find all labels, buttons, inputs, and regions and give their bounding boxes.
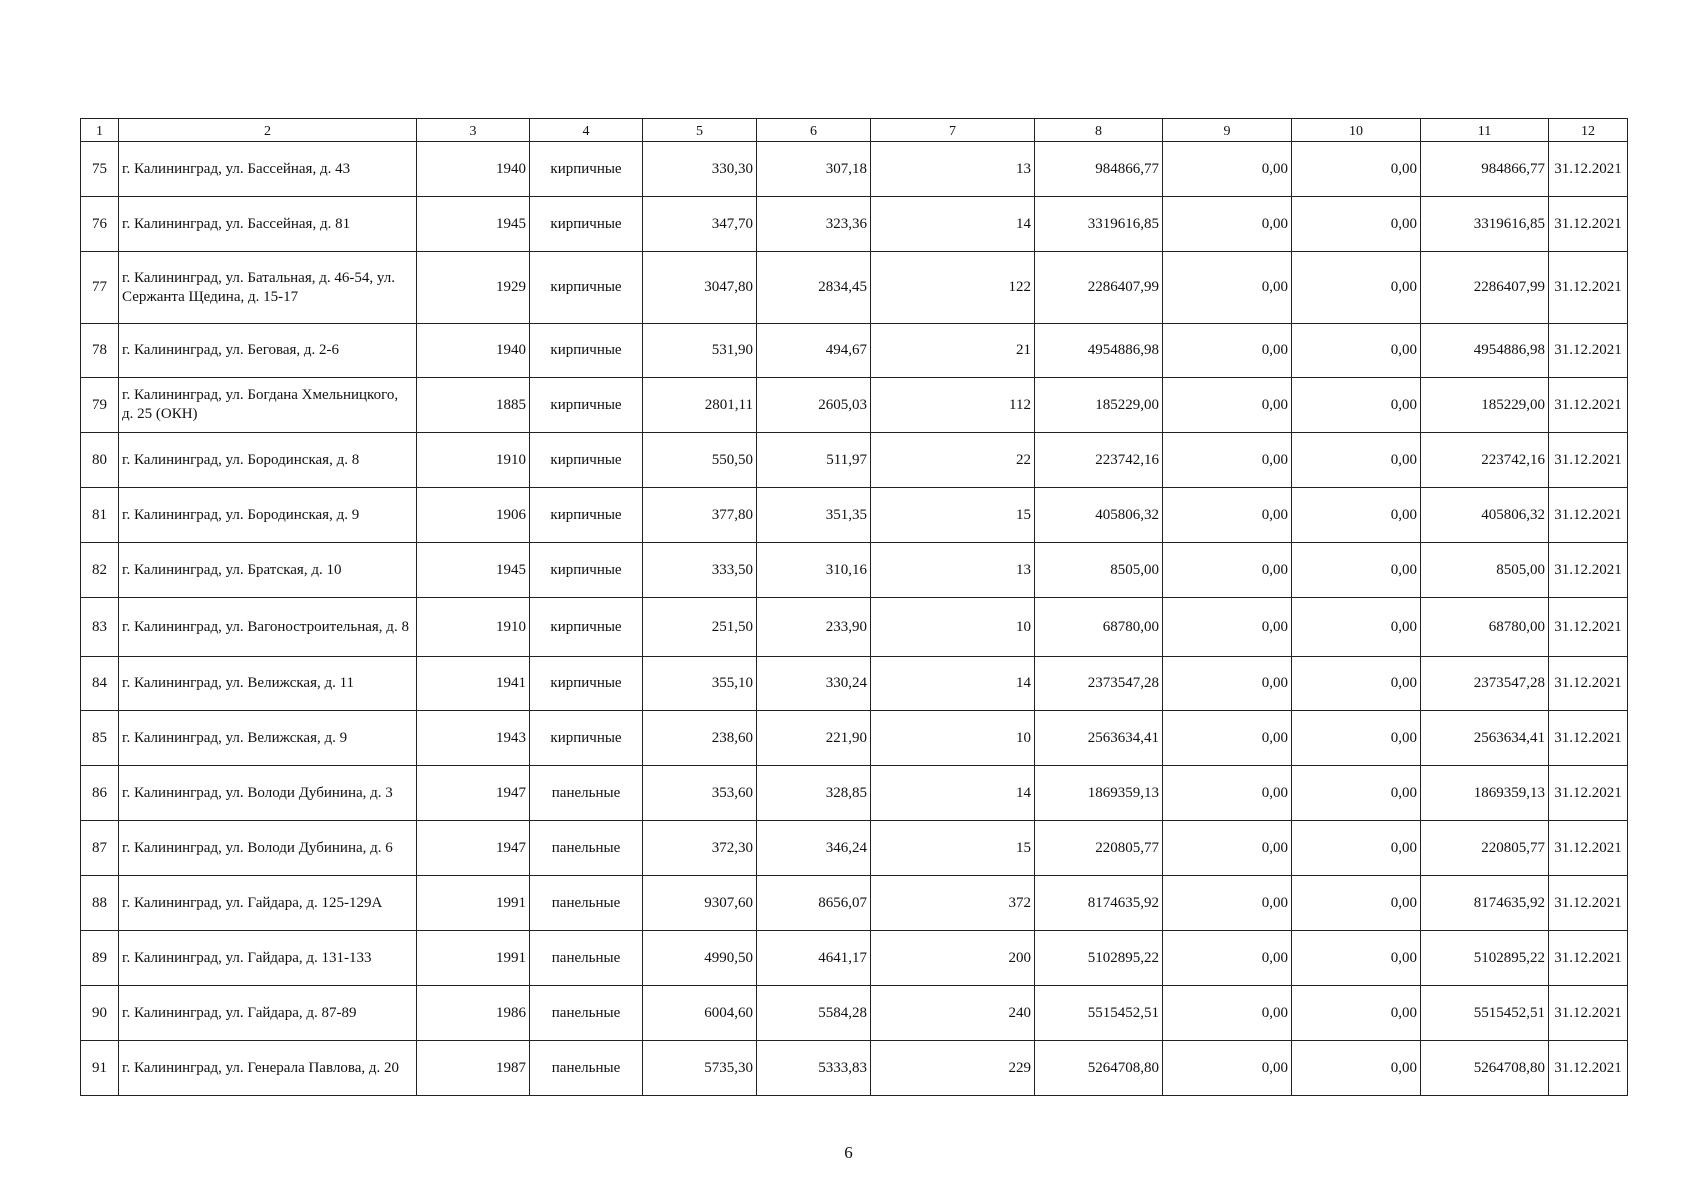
cost-owners-cell: 8174635,92 bbox=[1421, 876, 1549, 931]
year-built-cell: 1945 bbox=[417, 197, 530, 252]
row-number-cell: 79 bbox=[81, 378, 119, 433]
cost-local-cell: 0,00 bbox=[1292, 931, 1421, 986]
total-area-cell: 3047,80 bbox=[643, 252, 757, 324]
cost-regional-cell: 0,00 bbox=[1163, 197, 1292, 252]
table-row bbox=[81, 1041, 1628, 1096]
completion-date-cell: 31.12.2021 bbox=[1549, 657, 1628, 711]
cost-regional-cell: 0,00 bbox=[1163, 324, 1292, 378]
cost-owners-cell: 3319616,85 bbox=[1421, 197, 1549, 252]
wall-material-cell: панельные bbox=[530, 821, 643, 876]
cost-total-cell: 68780,00 bbox=[1035, 598, 1163, 657]
address-cell: г. Калининград, ул. Братская, д. 10 bbox=[119, 543, 417, 598]
year-built-cell: 1940 bbox=[417, 324, 530, 378]
total-area-cell: 333,50 bbox=[643, 543, 757, 598]
table-row bbox=[81, 986, 1628, 1041]
cost-regional-cell: 0,00 bbox=[1163, 488, 1292, 543]
residents-cell: 10 bbox=[871, 711, 1035, 766]
wall-material-cell: кирпичные bbox=[530, 543, 643, 598]
completion-date-cell: 31.12.2021 bbox=[1549, 711, 1628, 766]
cost-total-cell: 185229,00 bbox=[1035, 378, 1163, 433]
year-built-cell: 1991 bbox=[417, 931, 530, 986]
address-cell: г. Калининград, ул. Богдана Хмельницкого, д. 25 (ОКН) bbox=[119, 378, 417, 433]
cost-local-cell: 0,00 bbox=[1292, 986, 1421, 1041]
year-built-cell: 1991 bbox=[417, 876, 530, 931]
completion-date-cell: 31.12.2021 bbox=[1549, 986, 1628, 1041]
address-cell: г. Калининград, ул. Вагоностроительная, д. 8 bbox=[119, 598, 417, 657]
living-area-cell: 5584,28 bbox=[757, 986, 871, 1041]
wall-material-cell: панельные bbox=[530, 876, 643, 931]
row-number-cell: 84 bbox=[81, 657, 119, 711]
cost-local-cell: 0,00 bbox=[1292, 657, 1421, 711]
completion-date-cell: 31.12.2021 bbox=[1549, 766, 1628, 821]
address-cell: г. Калининград, ул. Гайдара, д. 87-89 bbox=[119, 986, 417, 1041]
residents-cell: 22 bbox=[871, 433, 1035, 488]
total-area-cell: 377,80 bbox=[643, 488, 757, 543]
year-built-cell: 1885 bbox=[417, 378, 530, 433]
residents-cell: 240 bbox=[871, 986, 1035, 1041]
cost-owners-cell: 984866,77 bbox=[1421, 142, 1549, 197]
cost-total-cell: 220805,77 bbox=[1035, 821, 1163, 876]
row-number-cell: 85 bbox=[81, 711, 119, 766]
cost-total-cell: 5515452,51 bbox=[1035, 986, 1163, 1041]
residents-cell: 112 bbox=[871, 378, 1035, 433]
completion-date-cell: 31.12.2021 bbox=[1549, 821, 1628, 876]
column-header: 10 bbox=[1292, 119, 1421, 142]
cost-total-cell: 8505,00 bbox=[1035, 543, 1163, 598]
residents-cell: 15 bbox=[871, 821, 1035, 876]
row-number-cell: 75 bbox=[81, 142, 119, 197]
row-number-cell: 90 bbox=[81, 986, 119, 1041]
wall-material-cell: кирпичные bbox=[530, 324, 643, 378]
row-number-cell: 89 bbox=[81, 931, 119, 986]
column-header: 1 bbox=[81, 119, 119, 142]
row-number-cell: 81 bbox=[81, 488, 119, 543]
residents-cell: 15 bbox=[871, 488, 1035, 543]
residents-cell: 14 bbox=[871, 657, 1035, 711]
row-number-cell: 77 bbox=[81, 252, 119, 324]
cost-local-cell: 0,00 bbox=[1292, 378, 1421, 433]
table-row bbox=[81, 543, 1628, 598]
cost-total-cell: 1869359,13 bbox=[1035, 766, 1163, 821]
cost-owners-cell: 5102895,22 bbox=[1421, 931, 1549, 986]
table-row bbox=[81, 488, 1628, 543]
row-number-cell: 82 bbox=[81, 543, 119, 598]
residents-cell: 21 bbox=[871, 324, 1035, 378]
cost-regional-cell: 0,00 bbox=[1163, 657, 1292, 711]
completion-date-cell: 31.12.2021 bbox=[1549, 931, 1628, 986]
completion-date-cell: 31.12.2021 bbox=[1549, 142, 1628, 197]
cost-regional-cell: 0,00 bbox=[1163, 543, 1292, 598]
living-area-cell: 310,16 bbox=[757, 543, 871, 598]
cost-local-cell: 0,00 bbox=[1292, 324, 1421, 378]
cost-regional-cell: 0,00 bbox=[1163, 931, 1292, 986]
cost-regional-cell: 0,00 bbox=[1163, 433, 1292, 488]
residents-cell: 372 bbox=[871, 876, 1035, 931]
address-cell: г. Калининград, ул. Володи Дубинина, д. 6 bbox=[119, 821, 417, 876]
living-area-cell: 307,18 bbox=[757, 142, 871, 197]
row-number-cell: 80 bbox=[81, 433, 119, 488]
table-row bbox=[81, 197, 1628, 252]
completion-date-cell: 31.12.2021 bbox=[1549, 197, 1628, 252]
completion-date-cell: 31.12.2021 bbox=[1549, 488, 1628, 543]
completion-date-cell: 31.12.2021 bbox=[1549, 876, 1628, 931]
address-cell: г. Калининград, ул. Беговая, д. 2-6 bbox=[119, 324, 417, 378]
table-row bbox=[81, 142, 1628, 197]
year-built-cell: 1943 bbox=[417, 711, 530, 766]
total-area-cell: 347,70 bbox=[643, 197, 757, 252]
residents-cell: 10 bbox=[871, 598, 1035, 657]
cost-regional-cell: 0,00 bbox=[1163, 598, 1292, 657]
column-header: 3 bbox=[417, 119, 530, 142]
cost-local-cell: 0,00 bbox=[1292, 197, 1421, 252]
cost-total-cell: 8174635,92 bbox=[1035, 876, 1163, 931]
address-cell: г. Калининград, ул. Батальная, д. 46-54, ул. Сержанта Щедина, д. 15-17 bbox=[119, 252, 417, 324]
year-built-cell: 1947 bbox=[417, 766, 530, 821]
cost-owners-cell: 68780,00 bbox=[1421, 598, 1549, 657]
living-area-cell: 8656,07 bbox=[757, 876, 871, 931]
year-built-cell: 1947 bbox=[417, 821, 530, 876]
wall-material-cell: кирпичные bbox=[530, 378, 643, 433]
cost-total-cell: 4954886,98 bbox=[1035, 324, 1163, 378]
cost-local-cell: 0,00 bbox=[1292, 598, 1421, 657]
completion-date-cell: 31.12.2021 bbox=[1549, 1041, 1628, 1096]
cost-owners-cell: 220805,77 bbox=[1421, 821, 1549, 876]
cost-regional-cell: 0,00 bbox=[1163, 1041, 1292, 1096]
wall-material-cell: кирпичные bbox=[530, 488, 643, 543]
residents-cell: 122 bbox=[871, 252, 1035, 324]
living-area-cell: 2834,45 bbox=[757, 252, 871, 324]
column-header: 9 bbox=[1163, 119, 1292, 142]
row-number-cell: 76 bbox=[81, 197, 119, 252]
table-row bbox=[81, 876, 1628, 931]
total-area-cell: 353,60 bbox=[643, 766, 757, 821]
living-area-cell: 221,90 bbox=[757, 711, 871, 766]
completion-date-cell: 31.12.2021 bbox=[1549, 433, 1628, 488]
cost-owners-cell: 185229,00 bbox=[1421, 378, 1549, 433]
cost-local-cell: 0,00 bbox=[1292, 766, 1421, 821]
address-cell: г. Калининград, ул. Володи Дубинина, д. 3 bbox=[119, 766, 417, 821]
column-header: 11 bbox=[1421, 119, 1549, 142]
wall-material-cell: кирпичные bbox=[530, 433, 643, 488]
cost-regional-cell: 0,00 bbox=[1163, 711, 1292, 766]
cost-local-cell: 0,00 bbox=[1292, 488, 1421, 543]
completion-date-cell: 31.12.2021 bbox=[1549, 543, 1628, 598]
year-built-cell: 1910 bbox=[417, 433, 530, 488]
cost-total-cell: 3319616,85 bbox=[1035, 197, 1163, 252]
cost-regional-cell: 0,00 bbox=[1163, 986, 1292, 1041]
completion-date-cell: 31.12.2021 bbox=[1549, 324, 1628, 378]
residents-cell: 229 bbox=[871, 1041, 1035, 1096]
total-area-cell: 550,50 bbox=[643, 433, 757, 488]
residents-cell: 13 bbox=[871, 142, 1035, 197]
cost-total-cell: 405806,32 bbox=[1035, 488, 1163, 543]
row-number-cell: 86 bbox=[81, 766, 119, 821]
total-area-cell: 330,30 bbox=[643, 142, 757, 197]
table-body bbox=[81, 142, 1628, 1096]
column-header: 12 bbox=[1549, 119, 1628, 142]
year-built-cell: 1945 bbox=[417, 543, 530, 598]
completion-date-cell: 31.12.2021 bbox=[1549, 252, 1628, 324]
cost-owners-cell: 1869359,13 bbox=[1421, 766, 1549, 821]
cost-local-cell: 0,00 bbox=[1292, 711, 1421, 766]
table-row bbox=[81, 378, 1628, 433]
residents-cell: 13 bbox=[871, 543, 1035, 598]
cost-total-cell: 5264708,80 bbox=[1035, 1041, 1163, 1096]
living-area-cell: 494,67 bbox=[757, 324, 871, 378]
address-cell: г. Калининград, ул. Велижская, д. 11 bbox=[119, 657, 417, 711]
page-number: 6 bbox=[844, 1143, 853, 1162]
year-built-cell: 1906 bbox=[417, 488, 530, 543]
living-area-cell: 5333,83 bbox=[757, 1041, 871, 1096]
total-area-cell: 4990,50 bbox=[643, 931, 757, 986]
cost-owners-cell: 223742,16 bbox=[1421, 433, 1549, 488]
living-area-cell: 346,24 bbox=[757, 821, 871, 876]
data-table bbox=[80, 118, 1628, 1096]
year-built-cell: 1910 bbox=[417, 598, 530, 657]
cost-regional-cell: 0,00 bbox=[1163, 252, 1292, 324]
column-header: 5 bbox=[643, 119, 757, 142]
cost-local-cell: 0,00 bbox=[1292, 252, 1421, 324]
cost-owners-cell: 2563634,41 bbox=[1421, 711, 1549, 766]
residents-cell: 200 bbox=[871, 931, 1035, 986]
column-header: 6 bbox=[757, 119, 871, 142]
wall-material-cell: панельные bbox=[530, 766, 643, 821]
cost-owners-cell: 8505,00 bbox=[1421, 543, 1549, 598]
cost-regional-cell: 0,00 bbox=[1163, 766, 1292, 821]
residents-cell: 14 bbox=[871, 766, 1035, 821]
total-area-cell: 5735,30 bbox=[643, 1041, 757, 1096]
address-cell: г. Калининград, ул. Генерала Павлова, д. 20 bbox=[119, 1041, 417, 1096]
total-area-cell: 355,10 bbox=[643, 657, 757, 711]
table-row bbox=[81, 931, 1628, 986]
living-area-cell: 330,24 bbox=[757, 657, 871, 711]
table-row bbox=[81, 821, 1628, 876]
living-area-cell: 233,90 bbox=[757, 598, 871, 657]
cost-owners-cell: 2373547,28 bbox=[1421, 657, 1549, 711]
cost-owners-cell: 5515452,51 bbox=[1421, 986, 1549, 1041]
column-header: 7 bbox=[871, 119, 1035, 142]
living-area-cell: 511,97 bbox=[757, 433, 871, 488]
living-area-cell: 323,36 bbox=[757, 197, 871, 252]
year-built-cell: 1986 bbox=[417, 986, 530, 1041]
row-number-cell: 87 bbox=[81, 821, 119, 876]
cost-regional-cell: 0,00 bbox=[1163, 142, 1292, 197]
wall-material-cell: панельные bbox=[530, 1041, 643, 1096]
column-header: 2 bbox=[119, 119, 417, 142]
cost-owners-cell: 5264708,80 bbox=[1421, 1041, 1549, 1096]
address-cell: г. Калининград, ул. Гайдара, д. 125-129А bbox=[119, 876, 417, 931]
table-row bbox=[81, 598, 1628, 657]
wall-material-cell: кирпичные bbox=[530, 197, 643, 252]
wall-material-cell: кирпичные bbox=[530, 252, 643, 324]
wall-material-cell: кирпичные bbox=[530, 598, 643, 657]
living-area-cell: 328,85 bbox=[757, 766, 871, 821]
cost-local-cell: 0,00 bbox=[1292, 1041, 1421, 1096]
header-row bbox=[81, 119, 1628, 142]
row-number-cell: 83 bbox=[81, 598, 119, 657]
table-row bbox=[81, 252, 1628, 324]
address-cell: г. Калининград, ул. Гайдара, д. 131-133 bbox=[119, 931, 417, 986]
cost-local-cell: 0,00 bbox=[1292, 433, 1421, 488]
column-header: 8 bbox=[1035, 119, 1163, 142]
wall-material-cell: кирпичные bbox=[530, 711, 643, 766]
total-area-cell: 531,90 bbox=[643, 324, 757, 378]
cost-regional-cell: 0,00 bbox=[1163, 876, 1292, 931]
year-built-cell: 1929 bbox=[417, 252, 530, 324]
total-area-cell: 372,30 bbox=[643, 821, 757, 876]
table-row bbox=[81, 766, 1628, 821]
cost-total-cell: 984866,77 bbox=[1035, 142, 1163, 197]
year-built-cell: 1940 bbox=[417, 142, 530, 197]
address-cell: г. Калининград, ул. Бородинская, д. 8 bbox=[119, 433, 417, 488]
table-row bbox=[81, 433, 1628, 488]
row-number-cell: 91 bbox=[81, 1041, 119, 1096]
cost-total-cell: 223742,16 bbox=[1035, 433, 1163, 488]
address-cell: г. Калининград, ул. Бородинская, д. 9 bbox=[119, 488, 417, 543]
year-built-cell: 1987 bbox=[417, 1041, 530, 1096]
total-area-cell: 2801,11 bbox=[643, 378, 757, 433]
column-header: 4 bbox=[530, 119, 643, 142]
wall-material-cell: кирпичные bbox=[530, 657, 643, 711]
completion-date-cell: 31.12.2021 bbox=[1549, 598, 1628, 657]
wall-material-cell: кирпичные bbox=[530, 142, 643, 197]
residents-cell: 14 bbox=[871, 197, 1035, 252]
address-cell: г. Калининград, ул. Велижская, д. 9 bbox=[119, 711, 417, 766]
cost-total-cell: 2563634,41 bbox=[1035, 711, 1163, 766]
cost-owners-cell: 2286407,99 bbox=[1421, 252, 1549, 324]
cost-local-cell: 0,00 bbox=[1292, 821, 1421, 876]
wall-material-cell: панельные bbox=[530, 986, 643, 1041]
total-area-cell: 9307,60 bbox=[643, 876, 757, 931]
cost-owners-cell: 405806,32 bbox=[1421, 488, 1549, 543]
address-cell: г. Калининград, ул. Бассейная, д. 43 bbox=[119, 142, 417, 197]
cost-local-cell: 0,00 bbox=[1292, 876, 1421, 931]
cost-total-cell: 2286407,99 bbox=[1035, 252, 1163, 324]
total-area-cell: 251,50 bbox=[643, 598, 757, 657]
cost-total-cell: 2373547,28 bbox=[1035, 657, 1163, 711]
table-row bbox=[81, 324, 1628, 378]
cost-total-cell: 5102895,22 bbox=[1035, 931, 1163, 986]
total-area-cell: 238,60 bbox=[643, 711, 757, 766]
table-row bbox=[81, 711, 1628, 766]
address-cell: г. Калининград, ул. Бассейная, д. 81 bbox=[119, 197, 417, 252]
cost-owners-cell: 4954886,98 bbox=[1421, 324, 1549, 378]
completion-date-cell: 31.12.2021 bbox=[1549, 378, 1628, 433]
living-area-cell: 2605,03 bbox=[757, 378, 871, 433]
wall-material-cell: панельные bbox=[530, 931, 643, 986]
cost-regional-cell: 0,00 bbox=[1163, 821, 1292, 876]
year-built-cell: 1941 bbox=[417, 657, 530, 711]
living-area-cell: 351,35 bbox=[757, 488, 871, 543]
row-number-cell: 88 bbox=[81, 876, 119, 931]
total-area-cell: 6004,60 bbox=[643, 986, 757, 1041]
cost-local-cell: 0,00 bbox=[1292, 543, 1421, 598]
cost-local-cell: 0,00 bbox=[1292, 142, 1421, 197]
table-row bbox=[81, 657, 1628, 711]
cost-regional-cell: 0,00 bbox=[1163, 378, 1292, 433]
living-area-cell: 4641,17 bbox=[757, 931, 871, 986]
row-number-cell: 78 bbox=[81, 324, 119, 378]
